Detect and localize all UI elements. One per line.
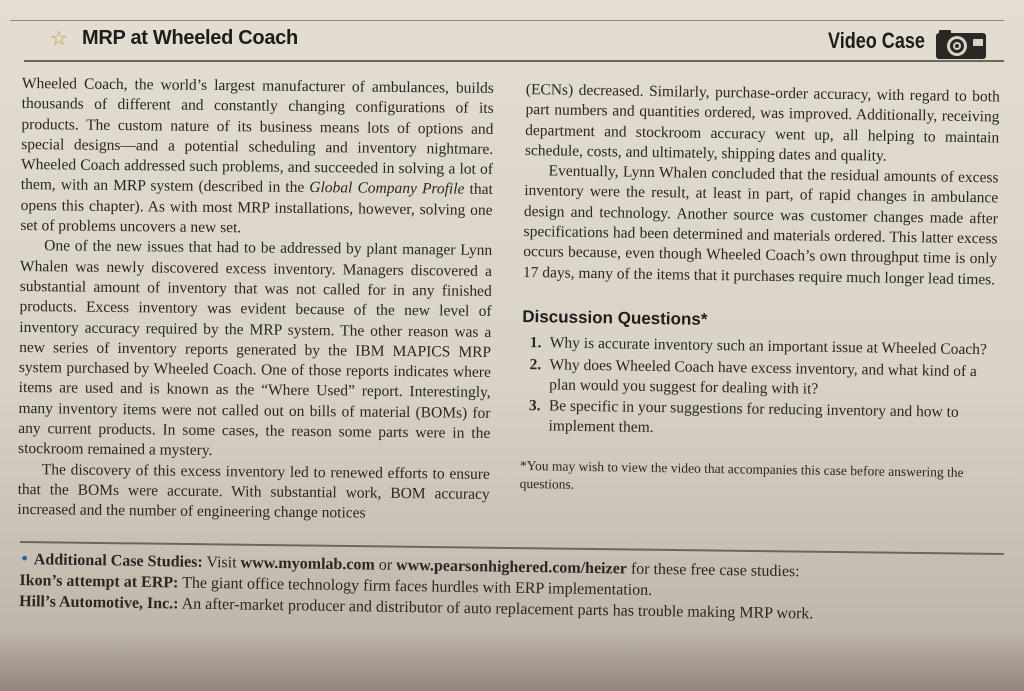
link-myomlab[interactable]: www.myomlab.com [240,554,375,574]
camera-icon [935,29,987,61]
bullet-icon: • [19,548,30,569]
case-title: MRP at Wheeled Coach [82,27,298,49]
right-column [520,80,1000,500]
left-column [17,74,494,525]
paragraph-intro: Wheeled Coach, the world’s largest manufacturer of ambulances, builds thousands of different and constantly changing configurations of its products. The custom nature of its business means lots of options and special designs—and a potential scheduling and inventory nightmare. Wheeled Coach addressed such problems, and succeeded in solving a lot of them, with an MRP system (described in the Global Company Profile that opens this chapter). As with most MRP installations, however, solving one set of problems uncovers a new set. [20,74,494,237]
case-hills: Hill’s Automotive, Inc.: An after-market producer and distributor of auto replacement parts has trouble making MRP work. [19,592,814,623]
header-rule [24,60,1004,62]
discussion-question: 1. Why is accurate inventory such an important issue at Wheeled Coach? [529,334,987,359]
video-note: *You may wish to view the video that accompanies this case before answering the questions. [519,457,964,492]
discussion-question: 3. Be specific in your suggestions for reducing inventory and how to implement them. [528,397,959,437]
discussion-list [520,333,996,444]
star-icon: ☆ [50,26,68,50]
case-ikon: Ikon’s attempt at ERP: The giant office technology firm faces hurdles with ERP implementation. [19,571,653,599]
paragraph-conclusion: Eventually, Lynn Whalen concluded that the residual amounts of excess inventory were the result, at least in part, of rapid changes in ambulance design and technology. Another source was customer changes made after specifications had been determined and materials ordered. This latter excess occurs because, even though Wheeled Coach’s own throughput time is only 17 days, many of the items that it purchases require much longer lead times. [522,162,999,289]
paragraph-excess-inventory: One of the new issues that had to be addressed by plant manager Lynn Whalen was newly discovered excess inventory. Managers discovered a substantial amount of inventory that was not called for in any finished products. Excess inventory was evident because of the new level of inventory accuracy required by the MRP system. The other reason was a new series of inventory reports generated by the IBM MAPICS MRP system purchased by Wheeled Coach. One of those reports indicates where items are used and is known as the “Where Used” report. Interestingly, many inventory items were not called out on bills of material (BOMs) for any current products. In some cases, the reason some parts were in the stockroom remained a mystery. [17,237,493,460]
additional-case-studies [19,548,980,627]
additional-line: • Additional Case Studies: Visit www.myomlab.com or www.pearsonhighered.com/heizer for these free case studies: [19,548,800,581]
link-pearson[interactable]: www.pearsonhighered.com/heizer [395,556,628,578]
desk-shadow [0,631,1024,691]
paragraph-ecn: (ECNs) decreased. Similarly, purchase-order accuracy, with regard to both part numbers and quantities ordered, was improved. Additionally, receiving department and stockroom accuracy went up, all helping to maintain schedule, costs, and ultimately, shipping dates and quality. [524,80,1000,165]
paragraph-bom-accuracy: The discovery of this excess inventory led to renewed efforts to ensure that the BOMs were accurate. With substantial work, BOM accuracy increased and the number of engineering change notices [17,460,490,522]
top-rule [10,20,1004,21]
video-case-label: Video Case [828,28,925,53]
discussion-heading: Discussion Questions* [522,306,708,329]
discussion-question: 2. Why does Wheeled Coach have excess inventory, and what kind of a plan would you suggest for dealing with it? [529,355,978,398]
